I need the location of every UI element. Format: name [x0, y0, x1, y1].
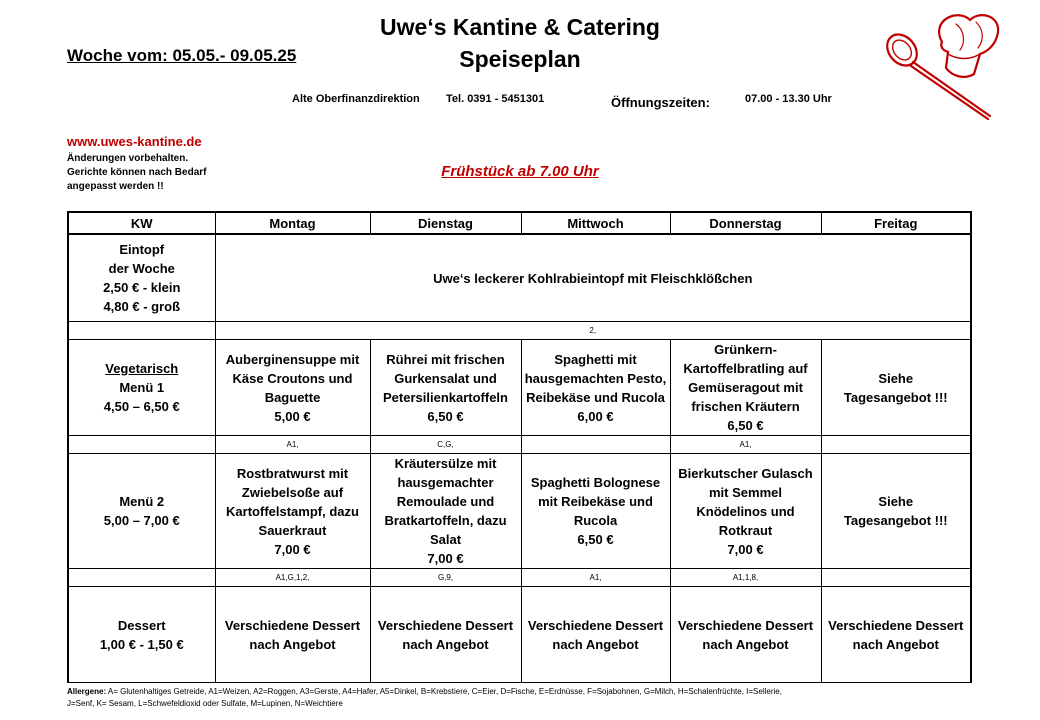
allergen-cell [68, 569, 215, 587]
allergen-legend-line [67, 686, 970, 698]
dish-price: 6,50 € [577, 532, 614, 547]
label-line: 4,80 € - groß [103, 299, 181, 314]
eintopf-dish: Uwe‘s leckerer Kohlrabieintopf mit Fleischklößchen [215, 234, 971, 322]
dish-line: Bratkartoffeln, dazu [384, 513, 507, 528]
dish-line: Rührei mit frischen [386, 351, 505, 367]
disclaimer-note [67, 152, 206, 194]
menu2-mittwoch [521, 454, 670, 569]
dish-line: mit Semmel [709, 484, 782, 500]
menu2-freitag [821, 454, 971, 569]
col-header-donnerstag: Donnerstag [670, 212, 821, 234]
veg-montag [215, 340, 370, 436]
allergen-cell [821, 436, 971, 454]
dish-line: Verschiedene Dessert [677, 617, 814, 633]
dessert-label [68, 587, 215, 683]
eintopf-row [68, 234, 971, 322]
dish-price: 6,50 € [427, 408, 464, 424]
breakfast-notice: Frühstück ab 7.00 Uhr [441, 163, 599, 180]
note-line: Änderungen vorbehalten. [67, 153, 189, 164]
dish-line: frischen Kräutern [691, 399, 800, 414]
dish-line: nach Angebot [552, 636, 639, 652]
dish-price: 6,50 € [727, 418, 764, 433]
dish-line: Auberginensuppe mit [225, 351, 360, 367]
label-line: Dessert [117, 617, 166, 633]
allergen-cell: A1, [215, 436, 370, 454]
dish-line: Zwiebelsoße auf [241, 484, 344, 500]
allergen-cell: 2, [215, 322, 971, 340]
dish-line: Tagesangebot !!! [843, 389, 948, 405]
veg-mittwoch [521, 340, 670, 436]
allergen-cell [521, 436, 670, 454]
menu2-label [68, 454, 215, 569]
allergen-cell: A1,1,8, [670, 569, 821, 587]
dessert-mittwoch [521, 587, 670, 683]
dessert-dienstag [370, 587, 521, 683]
dish-line: Spaghetti mit [554, 351, 637, 367]
veg-donnerstag [670, 340, 821, 436]
dish-line: nach Angebot [702, 636, 789, 652]
allergen-legend-line: J=Senf, K= Sesam, L=Schwefeldioxid oder Sulfate, M=Lupinen, N=Weichtiere [67, 699, 343, 708]
header-row [68, 212, 971, 234]
dish-line: nach Angebot [249, 636, 336, 652]
dish-line: Petersilienkartoffeln [383, 389, 508, 405]
dish-line: Spaghetti Bolognese [530, 475, 661, 490]
col-header-kw: KW [68, 212, 215, 234]
allergen-cell [68, 322, 215, 340]
dish-line: Gurkensalat und [394, 370, 497, 386]
dish-line: Grünkern- [714, 342, 777, 357]
dish-line: Siehe [878, 370, 914, 386]
dish-line: Käse Croutons und [232, 370, 353, 386]
dish-price: 7,00 € [274, 541, 311, 557]
menu-title: Speiseplan [459, 46, 581, 72]
dish-line: Knödelinos und [696, 503, 795, 519]
opening-hours: 07.00 - 13.30 Uhr [745, 93, 832, 105]
dish-line: Verschiedene Dessert [527, 617, 664, 633]
note-line: angepasst werden !! [67, 181, 164, 192]
allergen-legend-label: Allergene: [67, 687, 107, 696]
dish-line: Remoulade und [396, 494, 495, 509]
menu2-row [68, 454, 971, 569]
veg-freitag [821, 340, 971, 436]
dish-line: Bierkutscher Gulasch [678, 465, 813, 481]
allergen-row [68, 322, 971, 340]
menu2-dienstag [370, 454, 521, 569]
col-header-freitag: Freitag [821, 212, 971, 234]
label-line: Menü 2 [119, 494, 165, 509]
allergen-row [68, 436, 971, 454]
dish-line: Kartoffelstampf, dazu [226, 503, 359, 519]
allergen-legend [67, 686, 970, 710]
label-line: 2,50 € - klein [103, 280, 181, 295]
allergen-legend-text: A= Glutenhaltiges Getreide, A1=Weizen, A2=Roggen, A3=Gerste, A4=Hafer, A5=Dinkel, B=Krebstiere, C=Eier, D=Fische, E=Erdnüsse, F=Sojabohnen, G=Milch, H=Schalenfrüchte, I=Sellerie, [106, 687, 782, 696]
allergen-cell: G,9, [370, 569, 521, 587]
vegetarian-menu-row [68, 340, 971, 436]
menu2-donnerstag [670, 454, 821, 569]
label-line: der Woche [108, 261, 175, 276]
dish-line: hausgemachten Pesto, [524, 370, 667, 386]
chef-hat-spoon-logo [880, 8, 1000, 120]
dessert-donnerstag [670, 587, 821, 683]
menu2-montag [215, 454, 370, 569]
dish-line: Siehe [878, 494, 914, 509]
allergen-cell [68, 436, 215, 454]
allergen-cell: A1, [670, 436, 821, 454]
label-line: 1,00 € - 1,50 € [99, 636, 184, 652]
note-line: Gerichte können nach Bedarf [67, 167, 207, 178]
dish-line: mit Reibekäse und [538, 494, 653, 509]
dish-line: Rucola [573, 513, 618, 528]
col-header-mittwoch: Mittwoch [521, 212, 670, 234]
dessert-montag [215, 587, 370, 683]
label-line: Eintopf [119, 242, 165, 257]
allergen-cell: C,G, [370, 436, 521, 454]
dish-price: 6,00 € [577, 408, 614, 424]
dish-line: Tagesangebot !!! [843, 513, 948, 528]
allergen-cell: A1,G,1,2, [215, 569, 370, 587]
allergen-row [68, 569, 971, 587]
week-range: Woche vom: 05.05.- 09.05.25 [67, 46, 297, 65]
dish-price: 5,00 € [274, 408, 311, 424]
dish-line: Sauerkraut [258, 522, 327, 538]
location: Alte Oberfinanzdirektion [292, 93, 420, 105]
dish-line: Verschiedene Dessert [224, 617, 361, 633]
dish-line: Verschiedene Dessert [828, 617, 964, 633]
col-header-montag: Montag [215, 212, 370, 234]
allergen-cell: A1, [521, 569, 670, 587]
dish-line: Gemüseragout mit [688, 380, 803, 395]
phone: Tel. 0391 - 5451301 [446, 93, 545, 105]
dish-line: hausgemachter [397, 475, 494, 490]
dish-price: 7,00 € [427, 551, 464, 566]
dish-line: Kräutersülze mit [394, 456, 497, 471]
veg-dienstag [370, 340, 521, 436]
dish-line: Rotkraut [718, 522, 773, 538]
dish-line: Kartoffelbratling auf [683, 361, 808, 376]
label-line: Vegetarisch [105, 361, 179, 376]
restaurant-title: Uwe‘s Kantine & Catering [380, 14, 660, 40]
veg-label [68, 340, 215, 436]
dish-line: Reibekäse und Rucola [526, 389, 665, 405]
dish-line: Salat [429, 532, 462, 547]
label-line: 4,50 – 6,50 € [103, 399, 180, 414]
dish-line: Baguette [264, 389, 321, 405]
opening-hours-label: Öffnungszeiten: [611, 95, 710, 110]
col-header-dienstag: Dienstag [370, 212, 521, 234]
label-line: 5,00 – 7,00 € [103, 513, 180, 528]
dish-line: nach Angebot [402, 636, 489, 652]
dessert-freitag [821, 587, 971, 683]
eintopf-label [68, 234, 215, 322]
label-line: Menü 1 [119, 380, 165, 395]
dish-line: Rostbratwurst mit [236, 465, 349, 481]
dish-line: Verschiedene Dessert [377, 617, 514, 633]
allergen-cell [821, 569, 971, 587]
website-link[interactable]: www.uwes-kantine.de [67, 134, 202, 149]
menu-table [67, 211, 972, 683]
dessert-row [68, 587, 971, 683]
dish-price: 7,00 € [727, 541, 764, 557]
dish-line: nach Angebot [852, 636, 939, 652]
